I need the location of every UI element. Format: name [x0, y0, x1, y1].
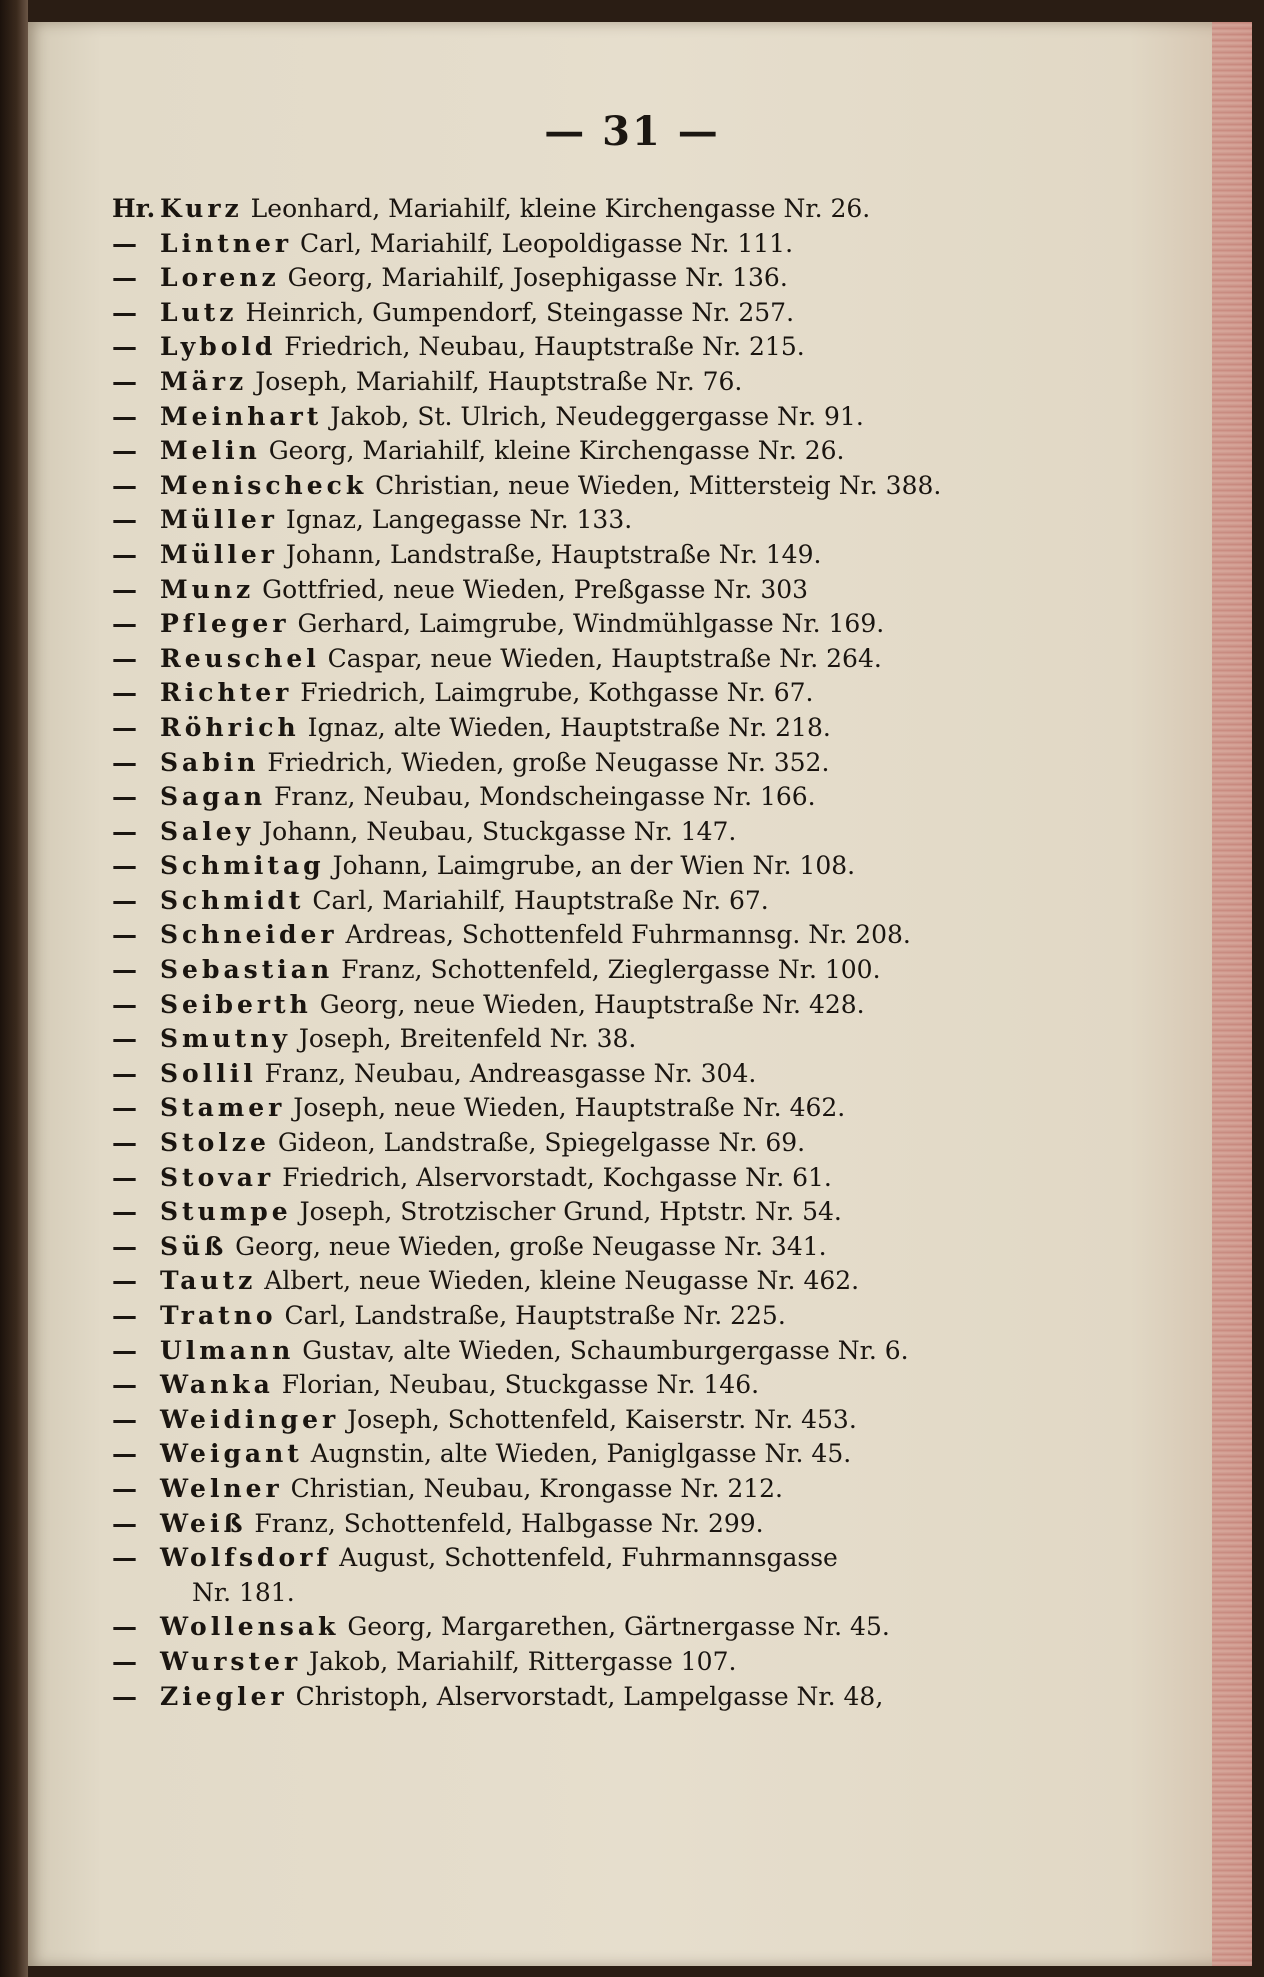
entry-details: Joseph, Schottenfeld, Kaiserstr. Nr. 453. — [339, 1404, 857, 1434]
entry-details: Georg, Mariahilf, Josephigasse Nr. 136. — [279, 263, 788, 293]
entry-lead: — — [112, 1439, 137, 1469]
entry-lead: — — [112, 539, 137, 569]
entry-lead: — — [112, 1473, 137, 1503]
entry-surname: Lintner — [160, 228, 293, 258]
entry-continuation: Nr. 181. — [192, 1577, 295, 1607]
directory-entry — [112, 607, 1082, 642]
entry-surname: Wanka — [160, 1370, 274, 1400]
entry-surname: Müller — [160, 505, 278, 535]
entry-lead: — — [112, 1128, 137, 1158]
page-number: — 31 — — [544, 108, 720, 155]
entry-surname: Richter — [160, 678, 293, 708]
entry-lead: — — [112, 1301, 137, 1330]
entry-surname: Melin — [160, 436, 261, 466]
directory-entry — [112, 1195, 1082, 1230]
directory-entry — [112, 1299, 1082, 1334]
entry-surname: Meinhart — [160, 401, 323, 431]
entry-surname: Sebastian — [160, 955, 334, 985]
directory-entry — [112, 1610, 1082, 1645]
entry-surname: Pfleger — [160, 609, 290, 639]
directory-entry — [112, 849, 1082, 884]
entry-details: Joseph, Breitenfeld Nr. 38. — [290, 1024, 637, 1054]
directory-entry — [112, 400, 1082, 435]
directory-entry — [112, 538, 1082, 573]
directory-entry — [112, 1437, 1082, 1472]
entry-surname: Tratno — [160, 1301, 277, 1330]
entry-details: Gideon, Landstraße, Spiegelgasse Nr. 69. — [269, 1128, 806, 1158]
entry-lead: — — [112, 851, 137, 881]
entry-lead: — — [112, 1681, 137, 1711]
entry-surname: Ulmann — [160, 1335, 295, 1365]
entry-surname: Lutz — [160, 297, 238, 327]
entry-lead: — — [112, 747, 137, 777]
entry-details: Joseph, neue Wieden, Hauptstraße Nr. 462. — [285, 1093, 846, 1123]
book-spine — [0, 0, 28, 1977]
entry-lead: — — [112, 505, 137, 535]
entry-lead: — — [112, 885, 137, 915]
entry-details: Ignaz, alte Wieden, Hauptstraße Nr. 218. — [299, 712, 831, 742]
directory-entry — [112, 711, 1082, 746]
entry-details: Georg, neue Wieden, große Neugasse Nr. 341. — [227, 1231, 827, 1261]
directory-entry — [112, 1161, 1082, 1196]
entry-details: Gerhard, Laimgrube, Windmühlgasse Nr. 169. — [289, 609, 885, 639]
entry-surname: Stolze — [160, 1128, 270, 1158]
entry-lead: — — [112, 678, 137, 708]
entry-lead: — — [112, 1612, 137, 1642]
entry-surname: Reuschel — [160, 643, 320, 673]
entry-details: Georg, Mariahilf, kleine Kirchengasse Nr. 26. — [260, 436, 845, 466]
entry-details: Heinrich, Gumpendorf, Steingasse Nr. 257. — [237, 297, 795, 327]
entry-lead: — — [112, 297, 137, 327]
entry-surname: Stamer — [160, 1093, 286, 1123]
entry-details: Jakob, St. Ulrich, Neudeggergasse Nr. 91. — [322, 401, 864, 431]
directory-entry — [112, 1126, 1082, 1161]
entry-details: Augnstin, alte Wieden, Paniglgasse Nr. 45. — [302, 1439, 852, 1469]
entry-surname: Seiberth — [160, 989, 312, 1019]
entry-lead: — — [112, 1024, 137, 1054]
directory-entry — [112, 746, 1082, 781]
entry-surname: Röhrich — [160, 712, 300, 742]
entry-details: Friedrich, Neubau, Hauptstraße Nr. 215. — [276, 332, 805, 362]
entry-lead: — — [112, 609, 137, 639]
entry-details: Johann, Landstraße, Hauptstraße Nr. 149. — [277, 539, 822, 569]
entry-surname: Müller — [160, 539, 278, 569]
entry-surname: Wolfsdorf — [160, 1543, 332, 1573]
entry-details: Gustav, alte Wieden, Schaumburgergasse Nr. 6. — [294, 1335, 909, 1365]
entry-details: Christian, Neubau, Krongasse Nr. 212. — [282, 1473, 783, 1503]
entry-surname: Wurster — [160, 1646, 302, 1676]
directory-entry — [112, 884, 1082, 919]
entry-lead: — — [112, 955, 137, 985]
entry-lead: — — [112, 332, 137, 362]
entry-details: Leonhard, Mariahilf, kleine Kirchengasse Nr. 26. — [242, 194, 871, 223]
entry-surname: Sollil — [160, 1058, 257, 1088]
entry-details: Caspar, neue Wieden, Hauptstraße Nr. 264. — [319, 643, 882, 673]
directory-entry — [112, 330, 1082, 365]
entry-surname: Stovar — [160, 1162, 275, 1192]
directory-entry — [112, 365, 1082, 400]
entry-lead: — — [112, 1370, 137, 1400]
directory-entry — [112, 296, 1082, 331]
entry-details: Joseph, Strotzischer Grund, Hptstr. Nr. 54. — [291, 1197, 842, 1227]
directory-entry — [112, 676, 1082, 711]
entry-surname: Tautz — [160, 1266, 257, 1296]
directory-entry — [112, 1507, 1082, 1542]
entry-lead: — — [112, 1197, 137, 1227]
entry-surname: Kurz — [160, 194, 243, 223]
directory-entry — [112, 1334, 1082, 1369]
directory-entry — [112, 815, 1082, 850]
directory-entry — [112, 1680, 1082, 1715]
entry-surname: März — [160, 366, 248, 396]
directory-entry — [112, 261, 1082, 296]
entry-surname: Schmidt — [160, 885, 305, 915]
entry-details: Franz, Neubau, Mondscheingasse Nr. 166. — [266, 782, 816, 812]
entry-surname: Saley — [160, 816, 255, 846]
entry-surname: Süß — [160, 1231, 228, 1261]
entry-surname: Schneider — [160, 920, 338, 950]
entry-details: Christoph, Alservorstadt, Lampelgasse Nr. 48, — [287, 1681, 884, 1711]
directory-entry — [112, 988, 1082, 1023]
entry-lead: — — [112, 263, 137, 293]
entry-lead: — — [112, 1646, 137, 1676]
entry-details: Johann, Neubau, Stuckgasse Nr. 147. — [254, 816, 737, 846]
directory-entry — [112, 503, 1082, 538]
entry-surname: Sabin — [160, 747, 260, 777]
entry-lead: — — [112, 1231, 137, 1261]
entry-surname: Wollensak — [160, 1612, 340, 1642]
entry-details: Carl, Mariahilf, Hauptstraße Nr. 67. — [304, 885, 769, 915]
entry-details: Franz, Schottenfeld, Zieglergasse Nr. 100. — [333, 955, 881, 985]
directory-list — [112, 192, 1082, 1714]
entry-details: Jakob, Mariahilf, Rittergasse 107. — [301, 1646, 737, 1676]
entry-details: August, Schottenfeld, Fuhrmannsgasse — [331, 1543, 838, 1573]
entry-surname: Lorenz — [160, 263, 280, 293]
directory-entry — [112, 918, 1082, 953]
directory-entry — [112, 1264, 1082, 1299]
entry-lead: — — [112, 1093, 137, 1123]
entry-details: Franz, Schottenfeld, Halbgasse Nr. 299. — [246, 1508, 764, 1538]
entry-surname: Smutny — [160, 1024, 291, 1054]
entry-lead: — — [112, 436, 137, 466]
directory-entry — [112, 1368, 1082, 1403]
entry-surname: Schmitag — [160, 851, 325, 881]
entry-surname: Ziegler — [160, 1681, 288, 1711]
entry-details: Florian, Neubau, Stuckgasse Nr. 146. — [273, 1370, 760, 1400]
entry-lead: — — [112, 1162, 137, 1192]
entry-lead: — — [112, 643, 137, 673]
entry-surname: Menischeck — [160, 470, 368, 500]
entry-lead: Hr. — [112, 194, 156, 223]
entry-surname: Weidinger — [160, 1404, 340, 1434]
entry-surname: Sagan — [160, 782, 267, 812]
entry-lead: — — [112, 989, 137, 1019]
entry-lead: — — [112, 1404, 137, 1434]
directory-entry — [112, 192, 1082, 227]
entry-lead: — — [112, 1058, 137, 1088]
directory-entry — [112, 434, 1082, 469]
directory-entry — [112, 1057, 1082, 1092]
directory-entry — [112, 1645, 1082, 1680]
entry-details: Carl, Landstraße, Hauptstraße Nr. 225. — [276, 1301, 786, 1330]
entry-details: Albert, neue Wieden, kleine Neugasse Nr. 462. — [256, 1266, 860, 1296]
entry-surname: Welner — [160, 1473, 283, 1503]
entry-surname: Stumpe — [160, 1197, 292, 1227]
entry-lead: — — [112, 1543, 137, 1573]
entry-lead: — — [112, 366, 137, 396]
entry-lead: — — [112, 401, 137, 431]
entry-lead: — — [112, 816, 137, 846]
directory-entry — [112, 227, 1082, 262]
entry-surname: Weigant — [160, 1439, 303, 1469]
entry-details: Gottfried, neue Wieden, Preßgasse Nr. 303 — [254, 574, 809, 604]
entry-details: Johann, Laimgrube, an der Wien Nr. 108. — [324, 851, 856, 881]
entry-details: Joseph, Mariahilf, Hauptstraße Nr. 76. — [247, 366, 743, 396]
entry-lead: — — [112, 1335, 137, 1365]
entry-details: Georg, Margarethen, Gärtnergasse Nr. 45. — [339, 1612, 890, 1642]
entry-details: Christian, neue Wieden, Mittersteig Nr. 388. — [367, 470, 942, 500]
entry-details: Ignaz, Langegasse Nr. 133. — [277, 505, 633, 535]
directory-entry — [112, 1091, 1082, 1126]
directory-entry — [112, 1541, 1082, 1610]
directory-entry — [112, 642, 1082, 677]
entry-lead: — — [112, 574, 137, 604]
entry-lead: — — [112, 712, 137, 742]
entry-details: Carl, Mariahilf, Leopoldigasse Nr. 111. — [292, 228, 794, 258]
entry-details: Georg, neue Wieden, Hauptstraße Nr. 428. — [311, 989, 865, 1019]
entry-details: Ardreas, Schottenfeld Fuhrmannsg. Nr. 208. — [337, 920, 911, 950]
directory-entry — [112, 780, 1082, 815]
directory-entry — [112, 1472, 1082, 1507]
directory-entry — [112, 1230, 1082, 1265]
directory-entry — [112, 1403, 1082, 1438]
entry-lead: — — [112, 470, 137, 500]
page-edge — [1212, 22, 1252, 1966]
entry-lead: — — [112, 1508, 137, 1538]
entry-lead: — — [112, 920, 137, 950]
entry-details: Franz, Neubau, Andreasgasse Nr. 304. — [256, 1058, 757, 1088]
entry-lead: — — [112, 228, 137, 258]
directory-entry — [112, 469, 1082, 504]
entry-lead: — — [112, 1266, 137, 1296]
entry-lead: — — [112, 782, 137, 812]
directory-entry — [112, 573, 1082, 608]
entry-surname: Weiß — [160, 1508, 247, 1538]
entry-surname: Lybold — [160, 332, 277, 362]
entry-details: Friedrich, Alservorstadt, Kochgasse Nr. 61. — [274, 1162, 832, 1192]
entry-details: Friedrich, Laimgrube, Kothgasse Nr. 67. — [292, 678, 814, 708]
entry-surname: Munz — [160, 574, 255, 604]
directory-entry — [112, 953, 1082, 988]
entry-details: Friedrich, Wieden, große Neugasse Nr. 352. — [259, 747, 830, 777]
directory-entry — [112, 1022, 1082, 1057]
